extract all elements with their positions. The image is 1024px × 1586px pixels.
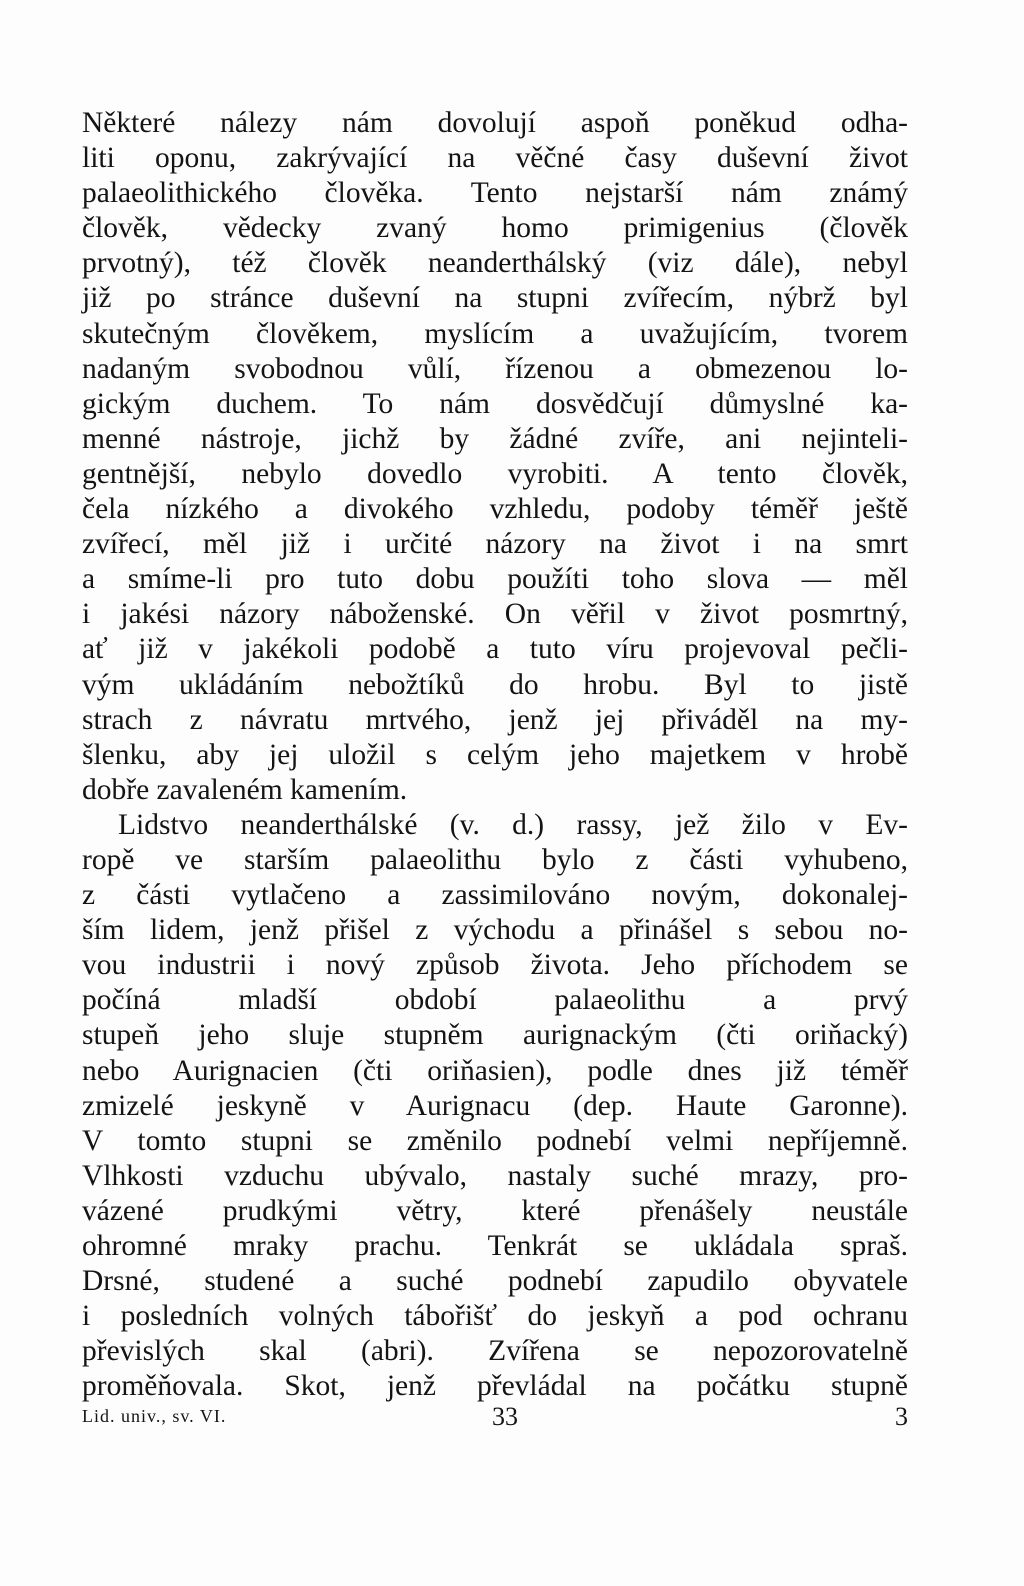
text-line: z části vytlačeno a zassimilováno novým, dokonalej- bbox=[82, 879, 908, 912]
text-line: liti oponu, zakrývající na věčné časy duševní život bbox=[82, 142, 908, 175]
text-line: ohromné mraky prachu. Tenkrát se ukládala spraš. bbox=[82, 1230, 908, 1262]
text-line: převislých skal (abri). Zvířena se nepozorovatelně bbox=[82, 1335, 908, 1368]
text-line: i posledních volných tábořišť do jeskyň a pod ochranu bbox=[82, 1300, 908, 1333]
text-line: gentnější, nebylo dovedlo vyrobiti. A tento člověk, bbox=[82, 457, 908, 490]
text-line: vým ukládáním nebožtíků do hrobu. Byl to jistě bbox=[82, 668, 908, 701]
text-line: ať již v jakékoli podobě a tuto víru projevoval pečli- bbox=[82, 633, 908, 666]
page-number: 3 bbox=[895, 1402, 908, 1431]
text-line: strach z návratu mrtvého, jenž jej přiváděl na my- bbox=[82, 703, 908, 736]
paragraph-end-line: dobře zavaleném kamením. bbox=[82, 773, 408, 806]
text-line: šlenku, aby jej uložil s celým jeho majetkem v hrobě bbox=[82, 738, 908, 771]
text-line: prvotný), též člověk neanderthálský (viz dále), nebyl bbox=[82, 247, 908, 280]
text-line: zmizelé jeskyně v Aurignacu (dep. Haute Garonne). bbox=[82, 1089, 908, 1122]
text-line: stupeň jeho sluje stupněm aurignackým (čti oriňacký) bbox=[82, 1019, 908, 1052]
text-line: a smíme-li pro tuto dobu použíti toho slova — měl bbox=[82, 563, 908, 596]
printer-signature: Lid. univ., sv. VI. bbox=[82, 1406, 227, 1426]
text-line: vou industrii i nový způsob života. Jeho příchodem se bbox=[82, 949, 908, 982]
page-footer bbox=[82, 1402, 908, 1432]
text-line: skutečným člověkem, myslícím a uvažujícím, tvorem bbox=[82, 317, 908, 350]
text-line: gickým duchem. To nám dosvědčují důmyslné ka- bbox=[82, 387, 908, 420]
text-line: V tomto stupni se změnilo podnebí velmi nepříjemně. bbox=[82, 1124, 908, 1157]
text-line: proměňovala. Skot, jenž převládal na počátku stupně bbox=[82, 1370, 908, 1403]
text-line: ším lidem, jenž přišel z východu a přinášel s sebou no- bbox=[82, 914, 908, 947]
body-text bbox=[82, 106, 908, 1404]
sheet-number: 33 bbox=[492, 1402, 518, 1431]
paragraph-start-line: Lidstvo neanderthálské (v. d.) rassy, jež žilo v Ev- bbox=[118, 808, 908, 841]
text-line: nadaným svobodnou vůlí, řízenou a obmezenou lo- bbox=[82, 352, 908, 385]
text-line: již po stránce duševní na stupni zvířecím, nýbrž byl bbox=[82, 282, 908, 315]
text-line: palaeolithického člověka. Tento nejstarší nám známý bbox=[82, 177, 908, 210]
spaced-emphasis-line: počíná mladší období palaeolithu a prvý bbox=[82, 984, 908, 1017]
text-line: nebo Aurignacien (čti oriňasien), podle dnes již téměř bbox=[82, 1054, 908, 1087]
text-line: Vlhkosti vzduchu ubývalo, nastaly suché mrazy, pro- bbox=[82, 1159, 908, 1192]
text-line: i jakési názory náboženské. On věřil v život posmrtný, bbox=[82, 598, 908, 631]
text-line: Drsné, studené a suché podnebí zapudilo obyvatele bbox=[82, 1265, 908, 1298]
text-line: člověk, vědecky zvaný homo primigenius (člověk bbox=[82, 212, 908, 245]
text-line: zvířecí, měl již i určité názory na život i na smrt bbox=[82, 528, 908, 561]
text-line: menné nástroje, jichž by žádné zvíře, ani nejinteli- bbox=[82, 422, 908, 455]
text-line: vázené prudkými větry, které přenášely neustále bbox=[82, 1194, 908, 1227]
text-line: ropě ve starším palaeolithu bylo z části vyhubeno, bbox=[82, 843, 908, 876]
text-line: Některé nálezy nám dovolují aspoň poněkud odha- bbox=[82, 107, 908, 139]
text-line: čela nízkého a divokého vzhledu, podoby téměř ještě bbox=[82, 493, 908, 526]
